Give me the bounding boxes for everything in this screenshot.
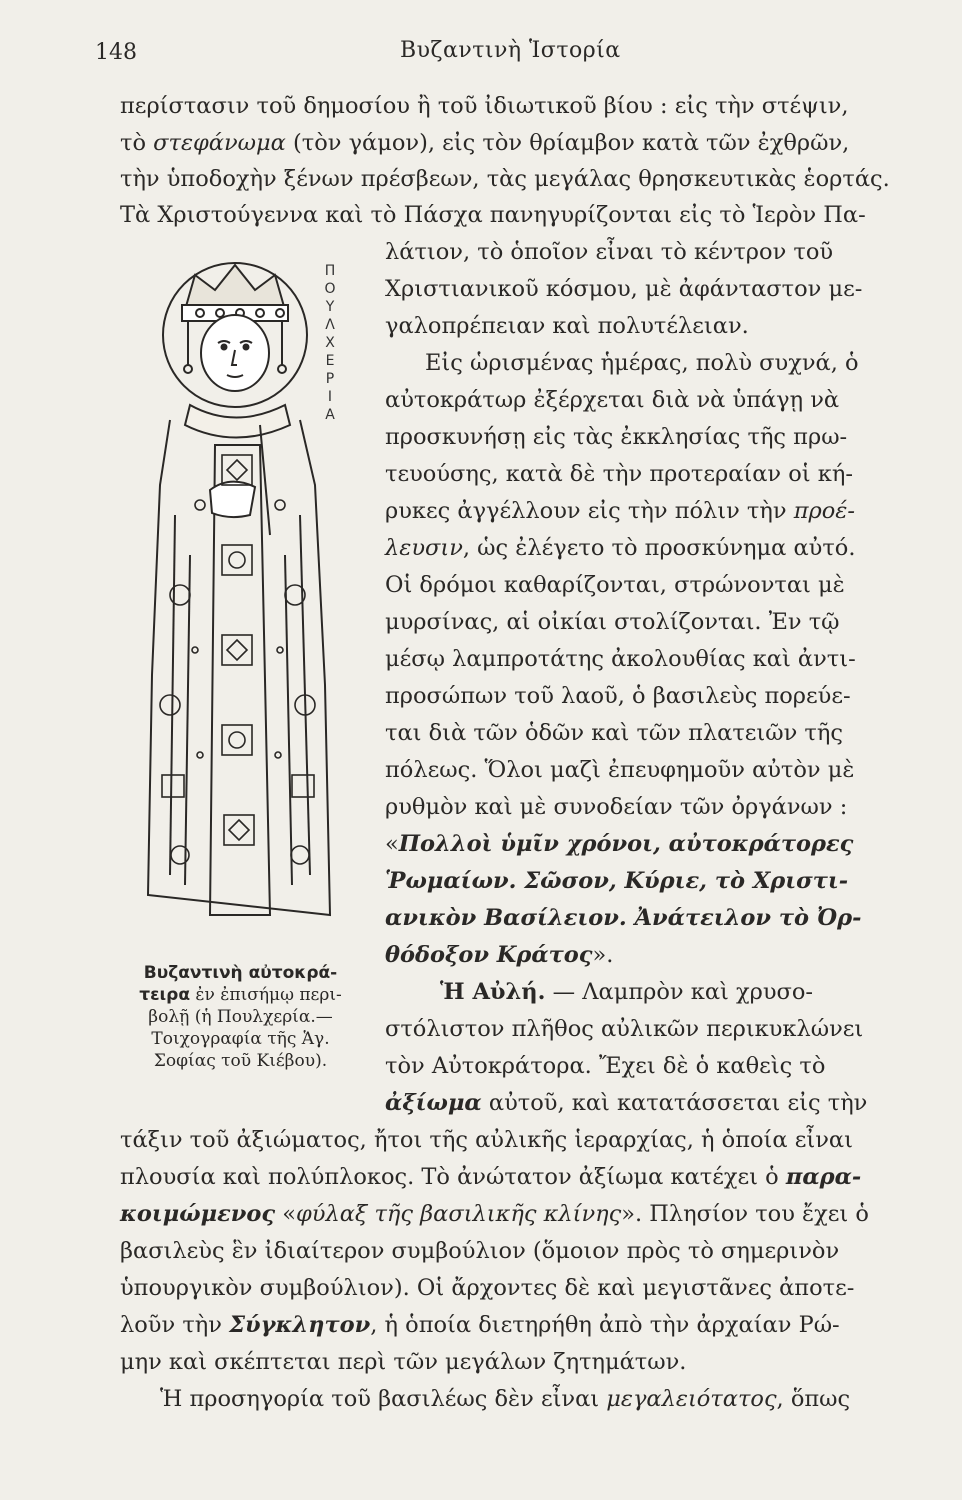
figure-caption: Βυζαντινὴ αὐτοκρά- τειρα ἐν ἐπισήμῳ περι- βολῇ (ἡ Πουλχερία.— Τοιχογραφία τῆς Ἁγ. Σοφίας τοῦ Κιέβου). bbox=[139, 963, 342, 1071]
text-line: τὸ στεφάνωμα (τὸν γάμον), εἰς τὸν θρίαμβον κατὰ τῶν ἐχθρῶν, bbox=[120, 130, 850, 156]
text-line: τὴν ὑποδοχὴν ξένων πρέσβεων, τὰς μεγάλας θρησκευτικὰς ἑορτάς. bbox=[120, 166, 890, 192]
text-line: λοῦν τὴν Σύγκλητον, ἡ ὁποία διετηρήθη ἀπὸ τὴν ἀρχαίαν Ρώ- bbox=[120, 1312, 840, 1338]
text-line: Εἰς ὡρισμένας ἡμέρας, πολὺ συχνά, ὁ bbox=[425, 350, 859, 376]
text-line: βασιλεὺς ἓν ἰδιαίτερον συμβούλιον (ὅμοιον πρὸς τὸ σημερινὸν bbox=[120, 1238, 840, 1264]
text-line: ἀξίωμα αὐτοῦ, καὶ κατατάσσεται εἰς τὴν bbox=[385, 1090, 868, 1116]
text-line: ρυθμὸν καὶ μὲ συνοδείαν τῶν ὀργάνων : bbox=[385, 794, 848, 820]
text-line: περίστασιν τοῦ δημοσίου ἢ τοῦ ἰδιωτικοῦ βίου : εἰς τὴν στέψιν, bbox=[120, 93, 849, 119]
section-heading: Ἡ Αὐλή. bbox=[440, 979, 546, 1005]
text-line: Τὰ Χριστούγεννα καὶ τὸ Πάσχα πανηγυρίζονται εἰς τὸ Ἱερὸν Πα- bbox=[120, 202, 866, 228]
text-line: ὑπουργικὸν συμβούλιον). Οἱ ἄρχοντες δὲ καὶ μεγιστᾶνες ἀποτε- bbox=[120, 1275, 855, 1301]
text-line: μέσῳ λαμπροτάτης ἀκολουθίας καὶ ἀντι- bbox=[385, 646, 856, 672]
text-line: τευούσης, κατὰ δὲ τὴν προτεραίαν οἱ κή- bbox=[385, 461, 853, 487]
text-line: Ἡ προσηγορία τοῦ βασιλέως δὲν εἶναι μεγαλειότατος, ὅπως bbox=[160, 1386, 851, 1412]
acclamation-line: θόδοξον Κράτος». bbox=[385, 942, 614, 968]
vertical-name-label: Π Ο Υ Λ Χ Ε Ρ Ι Α bbox=[324, 263, 336, 423]
page-header bbox=[95, 36, 922, 76]
acclamation-line: «Πολλοὶ ὑμῖν χρόνοι, αὐτοκράτορες bbox=[385, 831, 854, 857]
text-line: μην καὶ σκέπτεται περὶ τῶν μεγάλων ζητημάτων. bbox=[120, 1349, 687, 1375]
text-line: λευσιν, ὡς ἐλέγετο τὸ προσκύνημα αὐτό. bbox=[385, 535, 856, 561]
text-line: γαλοπρέπειαν καὶ πολυτέλειαν. bbox=[385, 313, 749, 339]
text-line: αὐτοκράτωρ ἐξέρχεται διὰ νὰ ὑπάγῃ νὰ bbox=[385, 387, 840, 413]
running-title: Βυζαντινὴ Ἱστορία bbox=[400, 38, 621, 63]
text-line: προσκυνήσῃ εἰς τὰς ἐκκλησίας τῆς πρω- bbox=[385, 424, 848, 450]
text-line: τάξιν τοῦ ἀξιώματος, ἤτοι τῆς αὐλικῆς ἱεραρχίας, ἡ ὁποία εἶναι bbox=[120, 1127, 853, 1153]
text-line: ται διὰ τῶν ὁδῶν καὶ τῶν πλατειῶν τῆς bbox=[385, 720, 843, 746]
text-line: λάτιον, τὸ ὁποῖον εἶναι τὸ κέντρον τοῦ bbox=[385, 239, 834, 265]
acclamation-line: ανικὸν Βασίλειον. Ἀνάτειλον τὸ Ὀρ- bbox=[385, 905, 862, 931]
section-heading-line: Ἡ Αὐλή. — Λαμπρὸν καὶ χρυσο- bbox=[440, 979, 814, 1005]
text-line: πόλεως. Ὅλοι μαζὶ ἐπευφημοῦν αὐτὸν μὲ bbox=[385, 757, 855, 783]
text-line: πλουσία καὶ πολύπλοκος. Τὸ ἀνώτατον ἀξίωμα κατέχει ὁ παρα- bbox=[120, 1164, 862, 1190]
text-line: τὸν Αὐτοκράτορα. Ἔχει δὲ ὁ καθεὶς τὸ bbox=[385, 1053, 826, 1079]
page-number: 148 bbox=[95, 40, 137, 65]
text-line: στόλιστον πλῆθος αὐλικῶν περικυκλώνει bbox=[385, 1016, 864, 1042]
text-line: Οἱ δρόμοι καθαρίζονται, στρώνονται μὲ bbox=[385, 572, 845, 598]
empress-illustration bbox=[140, 255, 340, 945]
text-line: προσώπων τοῦ λαοῦ, ὁ βασιλεὺς πορεύε- bbox=[385, 683, 851, 709]
acclamation-line: Ῥωμαίων. Σῶσον, Κύριε, τὸ Χριστι- bbox=[385, 868, 849, 894]
text-line: κοιμώμενος «φύλαξ τῆς βασιλικῆς κλίνης». Πλησίον του ἔχει ὁ bbox=[120, 1201, 869, 1227]
text-line: Χριστιανικοῦ κόσμου, μὲ ἀφάνταστον με- bbox=[385, 276, 863, 302]
text-line: ρυκες ἀγγέλλουν εἰς τὴν πόλιν τὴν προέ- bbox=[385, 498, 855, 524]
text-line: μυρσίνας, αἱ οἰκίαι στολίζονται. Ἐν τῷ bbox=[385, 609, 840, 635]
